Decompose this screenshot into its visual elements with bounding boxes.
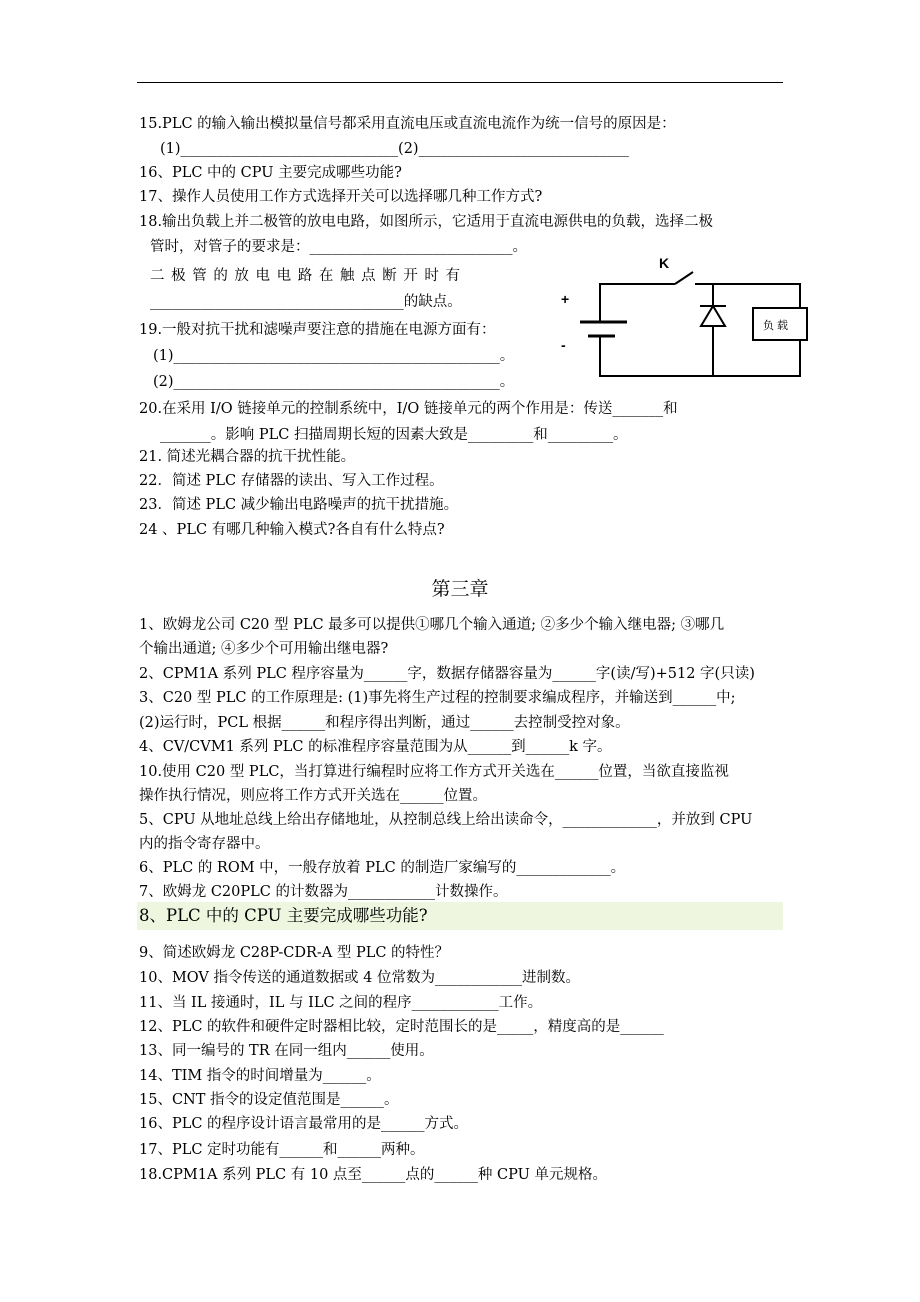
ch3-question-8: 8、PLC 中的 CPU 主要完成哪些功能? <box>139 906 428 925</box>
ch3-question-15: 15、CNT 指令的设定值范围是______。 <box>139 1092 399 1108</box>
question-24: 24 、PLC 有哪几种输入模式?各自有什么特点? <box>139 522 445 538</box>
question-19-item-1: (1)_____________________________________________。 <box>153 348 515 364</box>
ch3-question-3: 3、C20 型 PLC 的工作原理是: (1)事先将生产过程的控制要求编成程序，并输送到______中; <box>139 690 736 706</box>
question-17: 17、操作人员使用工作方式选择开关可以选择哪几种工作方式? <box>139 189 543 205</box>
ch3-question-10: 10.使用 C20 型 PLC，当打算进行编程时应将工作方式开关选在______位置，当欲直接监视 <box>139 764 729 780</box>
minus-label: - <box>561 337 566 353</box>
ch3-question-17: 17、PLC 定时功能有______和______两种。 <box>139 1142 425 1158</box>
ch3-question-10b: 10、MOV 指令传送的通道数据或 4 位常数为____________进制数。 <box>139 970 580 986</box>
ch3-question-5: 5、CPU 从地址总线上给出存储地址，从控制总线上给出读命令，_____________，并放到 CPU <box>139 812 753 828</box>
switch-label: K <box>659 255 670 271</box>
question-20: 20.在采用 I/O 链接单元的控制系统中，I/O 链接单元的两个作用是：传送_______和 <box>139 401 678 417</box>
ch3-question-3-cont: (2)运行时，PCL 根据______和程序得出判断，通过______去控制受控对象。 <box>139 715 630 731</box>
switch-blade <box>675 272 693 284</box>
question-18-cont: 管时，对管子的要求是：____________________________。 <box>150 239 527 255</box>
ch3-question-11: 11、当 IL 接通时，IL 与 ILC 之间的程序____________工作。 <box>139 995 543 1011</box>
ch3-question-6: 6、PLC 的 ROM 中，一般存放着 PLC 的制造厂家编写的_____________。 <box>139 860 626 876</box>
question-18-line3: 二 极 管 的 放 电 电 路 在 触 点 断 开 时 有 <box>150 268 462 284</box>
discharge-circuit-diagram <box>555 248 815 386</box>
question-20-cont: _______。影响 PLC 扫描周期长短的因素大致是_________和_________。 <box>160 427 628 443</box>
header-rule <box>137 82 783 83</box>
ch3-question-18: 18.CPM1A 系列 PLC 有 10 点至______点的______种 CPU 单元规格。 <box>139 1167 607 1183</box>
ch3-question-1-cont: 个输出通道; ④多少个可用输出继电器? <box>139 641 389 657</box>
ch3-question-14: 14、TIM 指令的时间增量为______。 <box>139 1068 381 1084</box>
ch3-question-16: 16、PLC 的程序设计语言最常用的是______方式。 <box>139 1116 469 1132</box>
question-23: 23．简述 PLC 减少输出电路噪声的抗干扰措施。 <box>139 497 459 513</box>
question-15-blanks: (1)______________________________(2)_____________________________ <box>160 141 629 157</box>
load-label: 负 载 <box>763 320 789 332</box>
ch3-question-1: 1、欧姆龙公司 C20 型 PLC 最多可以提供①哪几个输入通道; ②多少个输入继电器; ③哪几 <box>139 617 725 633</box>
circuit-wire-left <box>600 284 675 322</box>
question-19: 19.一般对抗干扰和滤噪声要注意的措施在电源方面有： <box>139 322 496 338</box>
ch3-question-13: 13、同一编号的 TR 在同一组内______使用。 <box>139 1043 434 1059</box>
question-18-line4: ___________________________________的缺点。 <box>150 294 462 310</box>
ch3-question-10-cont: 操作执行情况，则应将工作方式开关选在______位置。 <box>139 788 487 804</box>
ch3-question-7: 7、欧姆龙 C20PLC 的计数器为____________计数操作。 <box>139 884 508 900</box>
question-18: 18.输出负载上并二极管的放电电路，如图所示，它适用于直流电源供电的负载，选择二极 <box>139 214 714 230</box>
question-19-item-2: (2)_____________________________________________。 <box>153 374 515 390</box>
diode-triangle <box>701 306 725 326</box>
circuit-wire-bottom <box>600 336 800 376</box>
chapter-title: 第三章 <box>431 578 489 600</box>
question-22: 22．简述 PLC 存储器的读出、写入工作过程。 <box>139 473 444 489</box>
ch3-question-2: 2、CPM1A 系列 PLC 程序容量为______字，数据存储器容量为______字(读/写)+512 字(只读) <box>139 666 755 682</box>
circuit-wire-top <box>695 284 800 308</box>
ch3-question-9: 9、简述欧姆龙 C28P-CDR-A 型 PLC 的特性？ <box>139 945 450 961</box>
question-21: 21. 简述光耦合器的抗干扰性能。 <box>139 449 356 465</box>
ch3-question-5-cont: 内的指令寄存器中。 <box>139 836 270 852</box>
ch3-question-4: 4、CV/CVM1 系列 PLC 的标准程序容量范围为从______到______k 字。 <box>139 739 612 755</box>
ch3-question-12: 12、PLC 的软件和硬件定时器相比较，定时范围长的是_____，精度高的是______ <box>139 1019 664 1035</box>
question-16: 16、PLC 中的 CPU 主要完成哪些功能? <box>139 165 402 181</box>
question-15: 15.PLC 的输入输出模拟量信号都采用直流电压或直流电流作为统一信号的原因是： <box>139 116 676 132</box>
plus-label: + <box>561 291 570 307</box>
